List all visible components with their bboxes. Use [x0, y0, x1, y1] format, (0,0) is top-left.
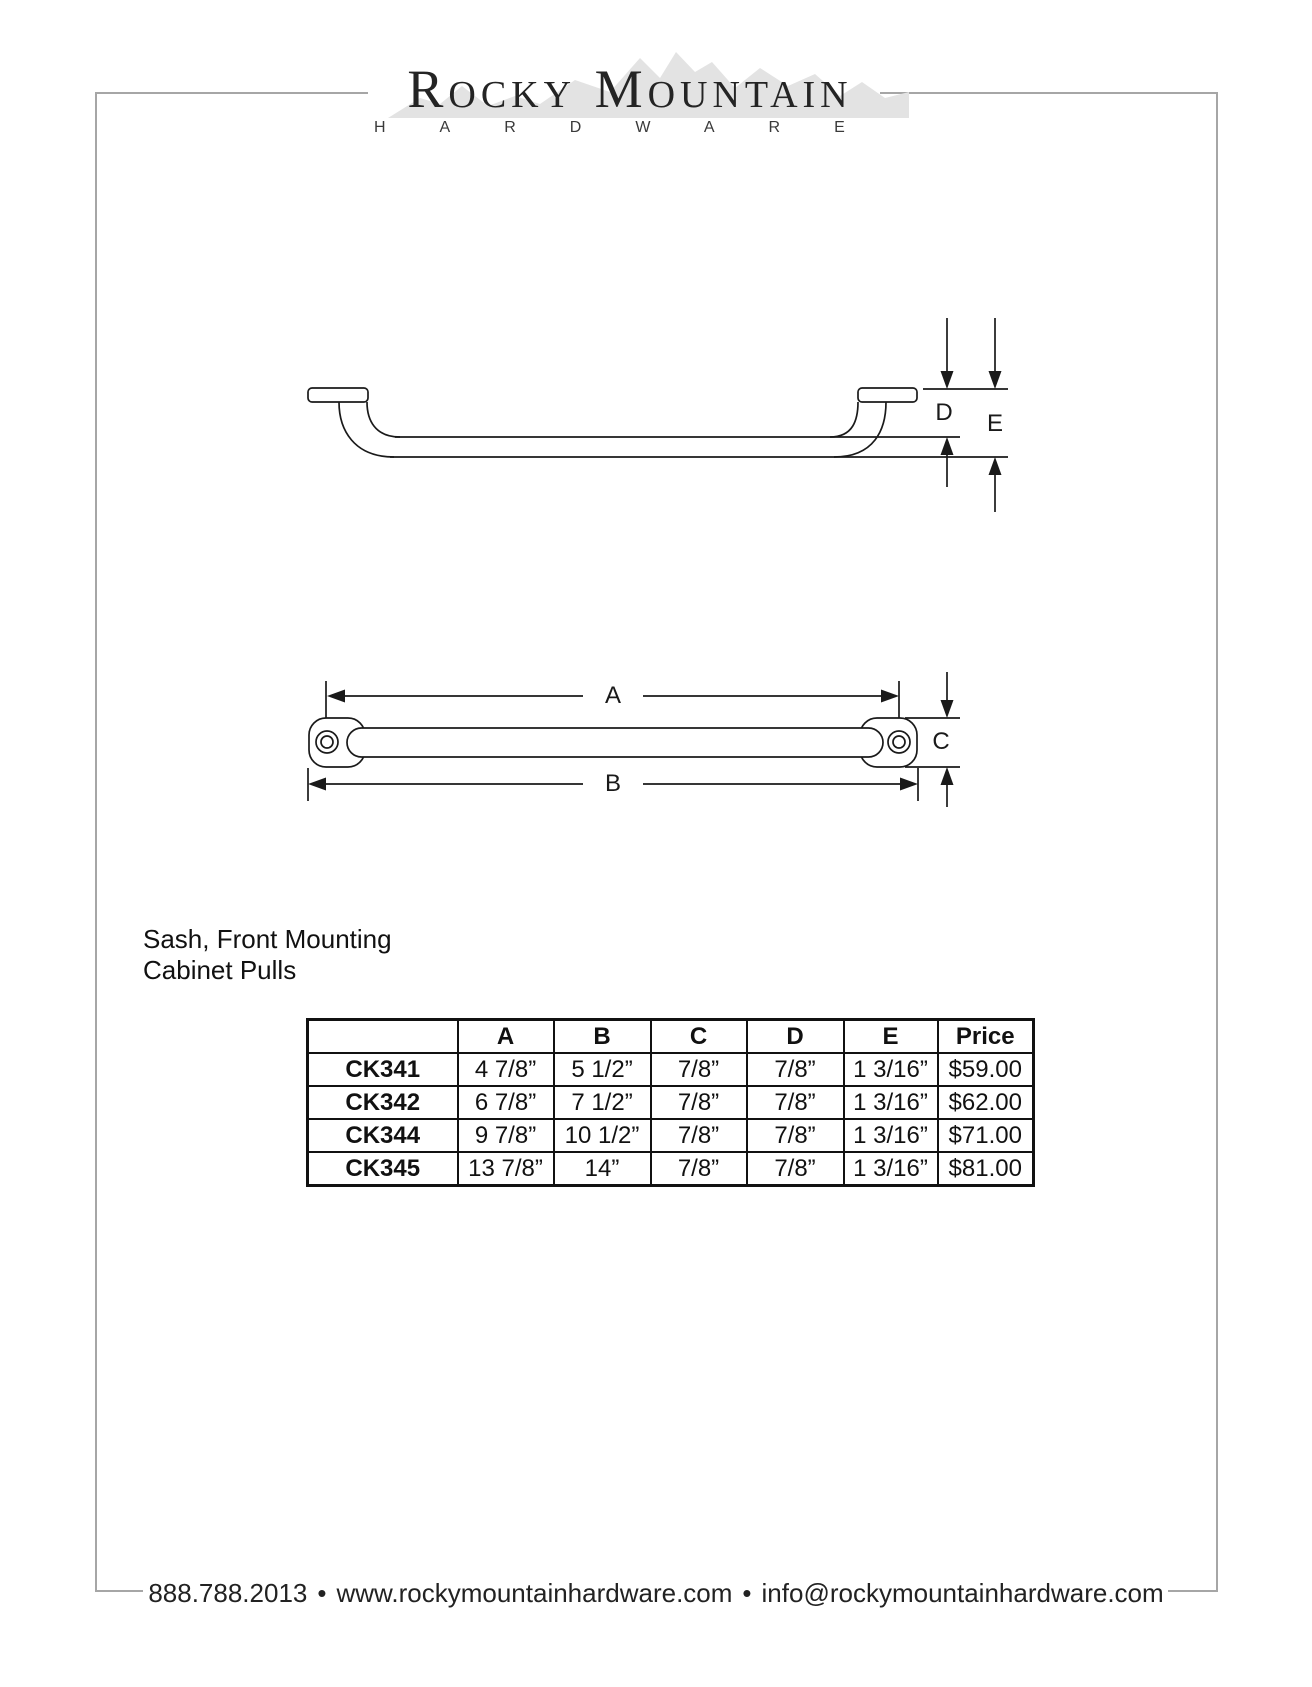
table-row [308, 1086, 1034, 1119]
spec-table [306, 1018, 1035, 1187]
dim-label-b: B [600, 771, 626, 797]
dim-label-a: A [600, 683, 626, 709]
dim-e-cell: 1 3/16” [844, 1119, 938, 1152]
footer-phone: 888.788.2013 [148, 1578, 308, 1608]
dim-e-cell: 1 3/16” [844, 1086, 938, 1119]
price-cell: $71.00 [938, 1119, 1034, 1152]
header-c: C [651, 1020, 747, 1054]
side-view-drawing [308, 318, 1008, 512]
dim-c-cell: 7/8” [651, 1053, 747, 1086]
brand-logo-title: Rocky Mountain [407, 59, 853, 119]
product-title-line1: Sash, Front Mounting [143, 924, 392, 954]
header-a: A [458, 1020, 554, 1054]
footer-separator: • [317, 1578, 327, 1608]
dim-c-cell: 7/8” [651, 1152, 747, 1186]
left-screw-hole-inner [321, 736, 333, 748]
dim-c-cell: 7/8” [651, 1119, 747, 1152]
product-title [143, 924, 392, 986]
dim-d-cell: 7/8” [747, 1053, 844, 1086]
left-mount-tab [308, 388, 368, 402]
header-b: B [554, 1020, 651, 1054]
footer-contact [0, 1578, 1312, 1609]
footer-separator: • [742, 1578, 752, 1608]
right-neck-inner-curve [830, 402, 858, 437]
right-neck-outer-curve [834, 402, 886, 457]
header-model [308, 1020, 458, 1054]
dim-d-cell: 7/8” [747, 1086, 844, 1119]
dim-a-cell: 4 7/8” [458, 1053, 554, 1086]
front-view-drawing [308, 672, 960, 807]
dim-c-cell: 7/8” [651, 1086, 747, 1119]
dim-b-cell: 5 1/2” [554, 1053, 651, 1086]
pull-bar [347, 728, 883, 757]
model-cell: CK341 [308, 1053, 458, 1086]
dim-d-cell: 7/8” [747, 1119, 844, 1152]
dim-b-cell: 7 1/2” [554, 1086, 651, 1119]
dim-a-cell: 9 7/8” [458, 1119, 554, 1152]
right-mount-tab [858, 388, 917, 402]
dim-label-c: C [927, 729, 954, 755]
dim-a-cell: 13 7/8” [458, 1152, 554, 1186]
footer-website: www.rockymountainhardware.com [336, 1578, 733, 1608]
table-row [308, 1152, 1034, 1186]
price-cell: $59.00 [938, 1053, 1034, 1086]
price-cell: $81.00 [938, 1152, 1034, 1186]
left-neck-outer-curve [339, 402, 394, 457]
dim-d-cell: 7/8” [747, 1152, 844, 1186]
model-cell: CK342 [308, 1086, 458, 1119]
dim-label-e: E [982, 411, 1008, 437]
header-d: D [747, 1020, 844, 1054]
header-price: Price [938, 1020, 1034, 1054]
dim-a-cell: 6 7/8” [458, 1086, 554, 1119]
dim-e-cell: 1 3/16” [844, 1152, 938, 1186]
price-cell: $62.00 [938, 1086, 1034, 1119]
dim-b-cell: 10 1/2” [554, 1119, 651, 1152]
table-row [308, 1053, 1034, 1086]
dim-label-d: D [930, 400, 957, 426]
model-cell: CK345 [308, 1152, 458, 1186]
brand-logo-subtitle: HARDWARE [374, 119, 899, 136]
right-screw-hole-inner [893, 736, 905, 748]
header-e: E [844, 1020, 938, 1054]
left-neck-inner-curve [367, 402, 400, 437]
product-title-line2: Cabinet Pulls [143, 955, 297, 985]
table-header-row [308, 1020, 1034, 1054]
dim-b-cell: 14” [554, 1152, 651, 1186]
dim-e-cell: 1 3/16” [844, 1053, 938, 1086]
table-row [308, 1119, 1034, 1152]
model-cell: CK344 [308, 1119, 458, 1152]
footer-email: info@rockymountainhardware.com [761, 1578, 1164, 1608]
